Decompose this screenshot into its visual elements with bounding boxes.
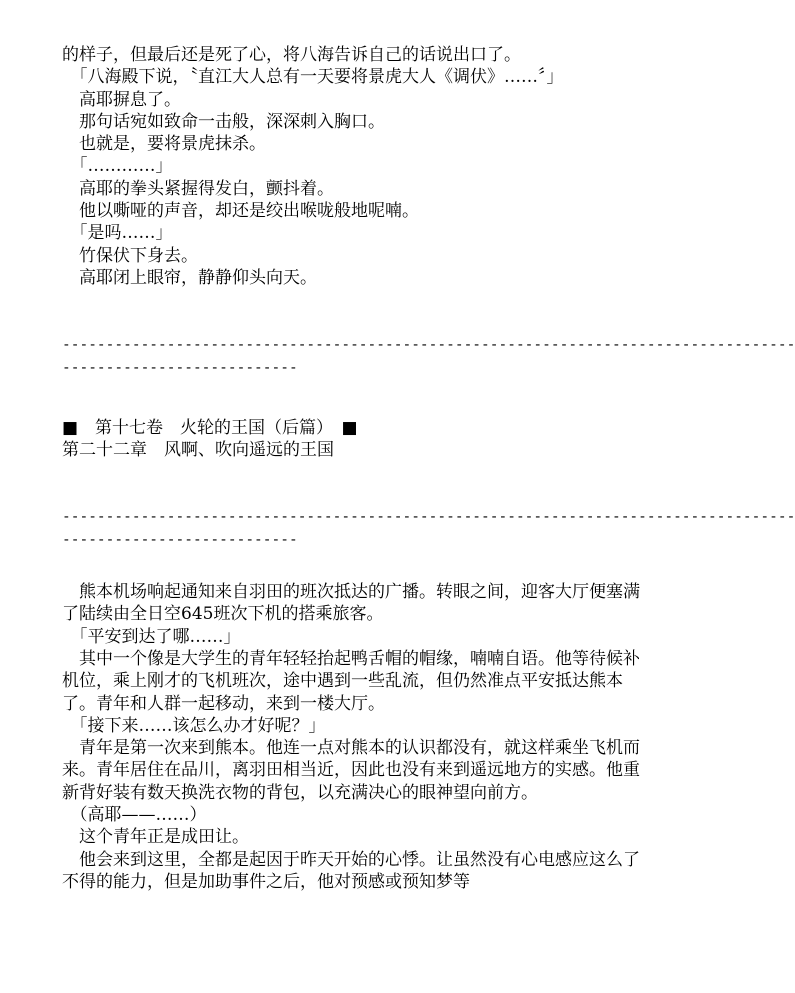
paragraph: 那句话宛如致命一击般，深深刺入胸口。 bbox=[62, 111, 385, 132]
separator-line: ------------------------------------------------------------------------------------ --------------------------- bbox=[62, 509, 795, 548]
part2-text bbox=[62, 581, 642, 893]
paragraph: 竹保伏下身去。 bbox=[62, 245, 198, 266]
paragraph: 「八海殿下说，〝直江大人总有一天要将景虎大人《调伏》……〞」 bbox=[62, 67, 564, 88]
paragraph: 高耶摒息了。 bbox=[62, 89, 181, 110]
paragraph: 他会来到这里，全都是起因于昨天开始的心悸。让虽然没有心电感应这么了不得的能力，但是加助事件之后，他对预感或预知梦等 bbox=[62, 849, 640, 892]
separator-line: ------------------------------------------------------------------------------------ --------------------------- bbox=[62, 337, 795, 376]
paragraph: 这个青年正是成田让。 bbox=[62, 827, 249, 848]
paragraph: 青年是第一次来到熊本。他连一点对熊本的认识都没有，就这样乘坐飞机而来。青年居住在品川，离羽田相当近，因此也没有来到遥远地方的实感。他重新背好装有数天换洗衣物的背包，以充满决心的眼神望向前方。 bbox=[62, 738, 640, 803]
paragraph: 「是吗……」 bbox=[62, 223, 173, 244]
paragraph: 高耶的拳头紧握得发白，颤抖着。 bbox=[62, 178, 334, 199]
separator-tail: --------------------------- bbox=[62, 531, 298, 548]
paragraph: 「平安到达了哪……」 bbox=[62, 626, 241, 647]
paragraph: 高耶闭上眼帘，静静仰头向天。 bbox=[62, 267, 317, 288]
chapter-title: 第二十二章 风啊、吹向遥远的王国 bbox=[62, 440, 334, 461]
paragraph: 「…………」 bbox=[62, 156, 173, 177]
volume-title: ■ 第十七卷 火轮的王国（后篇） ■ bbox=[62, 417, 358, 438]
paragraph: （高耶——……） bbox=[62, 805, 207, 826]
paragraph: 他以嘶哑的声音，却还是绞出喉咙般地呢喃。 bbox=[62, 201, 419, 222]
separator-tail: --------------------------- bbox=[62, 359, 298, 376]
paragraph: 其中一个像是大学生的青年轻轻抬起鸭舌帽的帽缘，喃喃自语。他等待候补机位，乘上刚才的飞机班次，途中遇到一些乱流，但仍然准点平安抵达熊本了。青年和人群一起移动，来到一楼大厅。 bbox=[62, 648, 640, 714]
document-page bbox=[62, 44, 795, 893]
paragraph: 也就是，要将景虎抹杀。 bbox=[62, 134, 266, 155]
part1-text bbox=[62, 44, 642, 289]
paragraph: 熊本机场响起通知来自羽田的班次抵达的广播。转眼之间，迎客大厅便塞满了陆续由全日空645班次下机的搭乘旅客。 bbox=[62, 582, 640, 625]
paragraph: 的样子，但最后还是死了心，将八海告诉自己的话说出口了。 bbox=[62, 45, 521, 65]
paragraph: 「接下来……该怎么办才好呢？」 bbox=[62, 715, 326, 736]
